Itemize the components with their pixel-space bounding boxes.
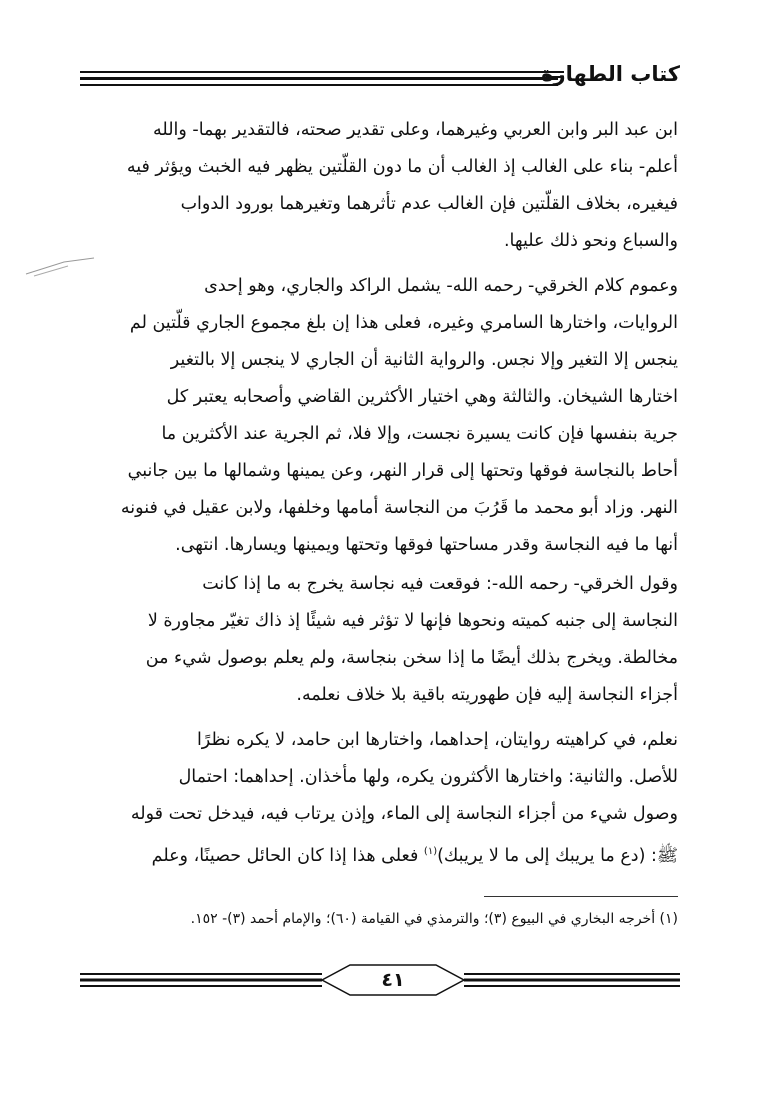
text-line: أنها ما فيه النجاسة وقدر مساحتها فوقها وتحتها ويمينها ويسارها. انتهى. [175,535,678,555]
footnote: (١) أخرجه البخاري في البيوع (٣)؛ والترمذي في القيامة (٦٠)؛ والإمام أحمد (٣)- ١٥٢. [190,911,678,927]
text-line: وصول شيء من أجزاء النجاسة إلى الماء، وإذن يرتاب فيه، فيدخل تحت قوله [130,804,678,824]
text-line: أعلم- بناء على الغالب إذ الغالب أن ما دون القلّتين يظهر فيه الخبث ويؤثر فيه [126,157,678,177]
text-line: أحاط بالنجاسة فوقها وتحتها إلى قرار النهر، وعن يمينها وشمالها ما بين جانبي [127,461,678,481]
running-header [80,62,680,92]
text-line: للأصل. والثانية: واختارها الأكثرون يكره، ولها مأخذان. إحداهما: احتمال [178,767,678,787]
text-line-tail: فعلى هذا إذا كان الحائل حصينًا، وعلم [151,845,424,866]
page-footer [80,961,680,1011]
footnote-separator [484,896,678,897]
text-line: اختارها الشيخان. والثالثة وهي اختيار الأكثرين القاضي وأصحابه يعتبر كل [166,387,678,407]
header-rule [80,84,558,86]
book-title: كتاب الطهارة [541,62,680,86]
paragraph-3 [78,566,678,714]
text-line: ينجس إلا التغير وإلا نجس. والرواية الثانية أن الجاري لا ينجس إلا بالتغير [170,350,678,370]
header-rule [80,71,558,73]
paragraph-2 [78,268,678,564]
text-line: النجاسة إلى جنبه كميته ونحوها فإنها لا تؤثر فيه شيئًا إذ ذاك تغيّر مجاورة لا [147,611,678,631]
text-line [78,833,678,875]
footnote-reference[interactable]: (١) [423,846,438,857]
paragraph-1 [78,112,678,260]
header-rule [80,77,558,80]
text-line: جرية بنفسها فإن كانت يسيرة نجست، وإلا فلا، ثم الجرية عند الأكثرين ما [161,424,678,444]
paragraph-4 [78,722,678,875]
text-line: والسباع ونحو ذلك عليها. [503,231,678,251]
text-line: نعلم، في كراهيته روايتان، إحداهما، واختارها ابن حامد، لا يكره نظرًا [196,730,678,750]
page-number: ٤١ [381,969,405,991]
text-line: الروايات، واختارها السامري وغيره، فعلى هذا إن بلغ مجموع الجاري قلّتين لم [129,313,678,333]
text-line: ابن عبد البر وابن العربي وغيرهما، وعلى تقدير صحته، فالتقدير بهما- والله [153,120,678,140]
text-line: وقول الخرقي- رحمه الله-: فوقعت فيه نجاسة يخرج به ما إذا كانت [202,574,678,594]
text-line: وعموم كلام الخرقي- رحمه الله- يشمل الراكد والجاري، وهو إحدى [204,276,678,296]
text-line: فيغيره، بخلاف القلّتين فإن الغالب عدم تأثرهما وتغيرهما بورود الدواب [180,194,678,214]
hadith-quote: ﷺ: (دع ما يريبك إلى ما لا يريبك) [437,845,678,866]
text-line: النهر. وزاد أبو محمد ما قَرُبَ من النجاسة أمامها وخلفها، ولابن عقيل في فنونه [120,498,678,518]
text-line: أجزاء النجاسة إليه فإن طهوريته باقية بلا خلاف نعلمه. [296,685,678,705]
text-line: مخالطة. ويخرج بذلك أيضًا ما إذا سخن بنجاسة، ولم يعلم بوصول شيء من [145,648,678,668]
